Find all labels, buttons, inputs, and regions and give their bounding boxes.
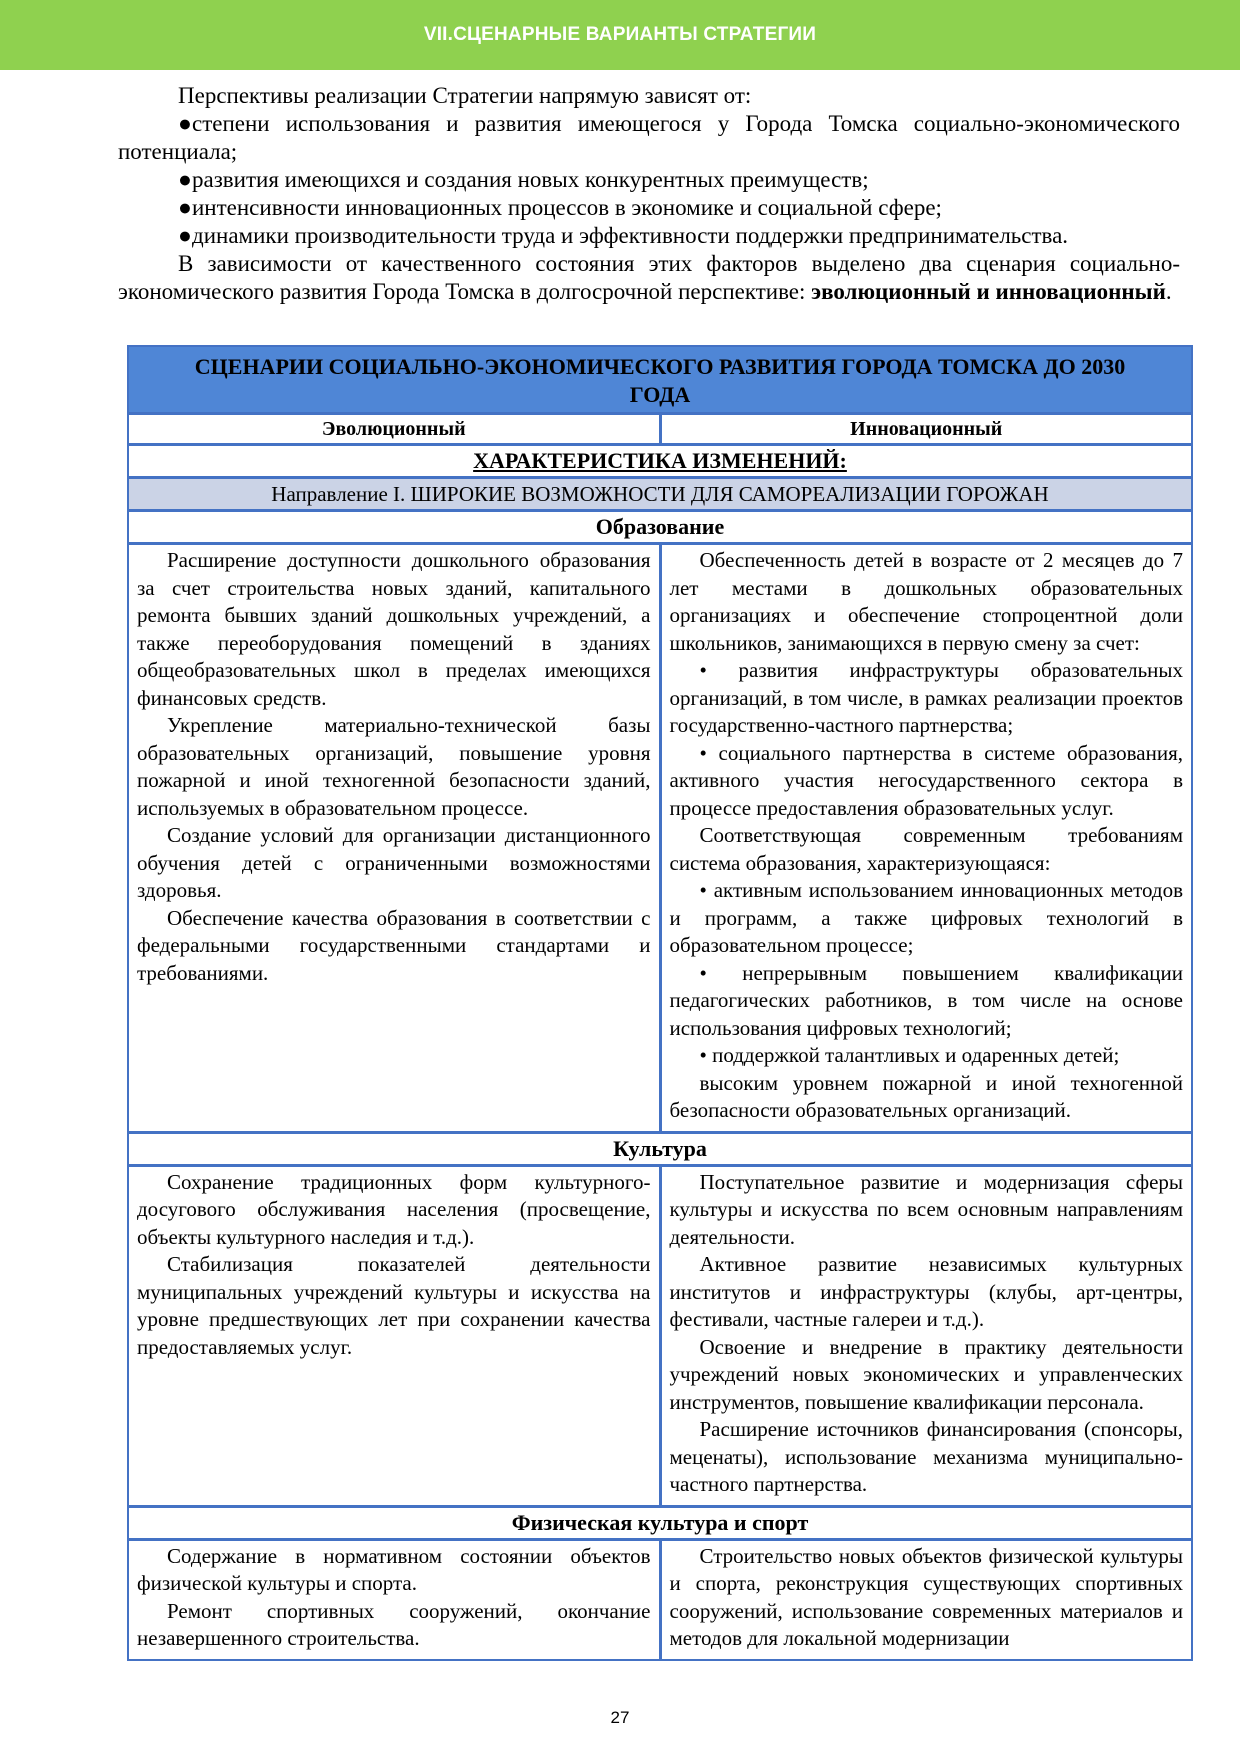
paragraph: • активным использованием инновационных методов и программ, а также цифровых технологий в образовательном процессе; [669,878,1183,957]
section-row-culture [129,1167,1191,1508]
scenario-names: эволюционный и инновационный [811,279,1166,304]
bullet-icon: ● [178,195,192,220]
paragraph: Обеспечение качества образования в соответствии с федеральными государственными стандартами и требованиями. [137,905,651,985]
intro-bullet: ●развития имеющихся и создания новых конкурентных преимуществ; [178,167,869,192]
paragraph: Строительство новых объектов физической культуры и спорта, реконструкция существующих спортивных сооружений, использование современных материалов и методов для локальной модернизации [669,1543,1183,1650]
paragraph: высоким уровнем пожарной и иной техногенной безопасности образовательных организаций. [669,1070,1183,1122]
section-heading-culture: Культура [129,1134,1191,1167]
scenarios-table [127,345,1193,1661]
paragraph: Создание условий для организации дистанционного обучения детей с ограниченными возможностями здоровья. [137,823,651,902]
table-title: СЦЕНАРИИ СОЦИАЛЬНО-ЭКОНОМИЧЕСКОГО РАЗВИТИЯ ГОРОДА ТОМСКА ДО 2030 ГОДА [129,347,1191,415]
paragraph: Активное развитие независимых культурных институтов и инфраструктуры (клубы, арт-центры, фестивали, частные галереи и т.д.). [669,1252,1183,1331]
section-heading-sport: Физическая культура и спорт [129,1508,1191,1541]
paragraph: • социального партнерства в системе образования, активного участия негосударственного сектора в процессе предоставления образовательных услуг. [669,740,1183,820]
bullet-icon: ● [178,111,192,136]
paragraph: Соответствующая современным требованиям система образования, характеризующаяся: [669,823,1183,875]
evolutionary-cell [129,545,662,1131]
paragraph: Укрепление материально-технической базы образовательных организаций, повышение уровня пожарной и иной техногенной безопасности зданий, используемых в образовательном процессе. [137,713,651,820]
intro-text [118,82,1180,306]
section-title: VII.СЦЕНАРНЫЕ ВАРИАНТЫ СТРАТЕГИИ [423,24,817,45]
column-headers [129,415,1191,446]
characteristics-heading: ХАРАКТЕРИСТИКА ИЗМЕНЕНИЙ: [129,446,1191,479]
intro-conclusion: В зависимости от качественного состояния этих факторов выделено два сценария социально-экономического развития Города Томска в долгосрочной перспективе: эволюционный и инновационный. [118,251,1180,304]
paragraph: Освоение и внедрение в практику деятельности учреждений новых экономических и управленческих инструментов, повышение квалификации персонала. [669,1334,1183,1414]
bullet-icon: ● [178,223,192,248]
column-header-evolutionary: Эволюционный [129,415,662,443]
bullet-icon: ● [178,167,192,192]
paragraph: • развития инфраструктуры образовательных организаций, в том числе, в рамках реализации проектов государственно-частного партнерства; [669,658,1183,737]
evolutionary-cell [129,1167,662,1505]
intro-bullet: ●динамики производительности труда и эффективности поддержки предпринимательства. [178,223,1069,248]
evolutionary-cell [129,1541,662,1659]
intro-bullet: ●степени использования и развития имеющегося у Города Томска социально-экономического потенциала; [118,111,1180,164]
paragraph: Поступательное развитие и модернизация сферы культуры и искусства по всем основным направлениям деятельности. [669,1169,1183,1249]
paragraph: Содержание в нормативном состоянии объектов физической культуры и спорта. [137,1543,651,1595]
paragraph: Стабилизация показателей деятельности муниципальных учреждений культуры и искусства на уровне предшествующих лет при сохранении качества предоставляемых услуг. [137,1252,651,1359]
section-row-education [129,545,1191,1134]
innovative-cell [662,545,1192,1131]
paragraph: Сохранение традиционных форм культурного-досугового обслуживания населения (просвещение, объекты культурного наследия и т.д.). [137,1169,651,1249]
column-header-innovative: Инновационный [850,418,1003,440]
paragraph: Ремонт спортивных сооружений, окончание незавершенного строительства. [137,1598,651,1650]
paragraph: • непрерывным повышением квалификации педагогических работников, в том числе на основе использования цифровых технологий; [669,960,1183,1040]
paragraph: Обеспеченность детей в возрасте от 2 месяцев до 7 лет местами в дошкольных образовательных организациях и обеспечение стопроцентной доли школьников, занимающихся в первую смену за счет: [669,548,1183,655]
intro-bullet: ●интенсивности инновационных процессов в экономике и социальной сфере; [178,195,942,220]
paragraph: Расширение доступности дошкольного образования за счет строительства новых зданий, капитального ремонта бывших зданий дошкольных учреждений, а также переоборудования помещений в зданиях общеобразовательных школ в пределах имеющихся финансовых средств. [137,548,651,710]
paragraph: • поддержкой талантливых и одаренных детей; [699,1043,1120,1067]
intro-lead: Перспективы реализации Стратегии напрямую зависят от: [178,83,752,108]
section-heading-education: Образование [129,512,1191,545]
section-header-band [0,0,1240,70]
direction-heading: Направление I. ШИРОКИЕ ВОЗМОЖНОСТИ ДЛЯ САМОРЕАЛИЗАЦИИ ГОРОЖАН [129,479,1191,512]
innovative-cell [662,1167,1192,1505]
page-number: 27 [610,1708,630,1727]
section-row-sport [129,1541,1191,1659]
innovative-cell [662,1541,1192,1659]
paragraph: Расширение источников финансирования (спонсоры, меценаты), использование механизма муниципально-частного партнерства. [669,1417,1183,1496]
